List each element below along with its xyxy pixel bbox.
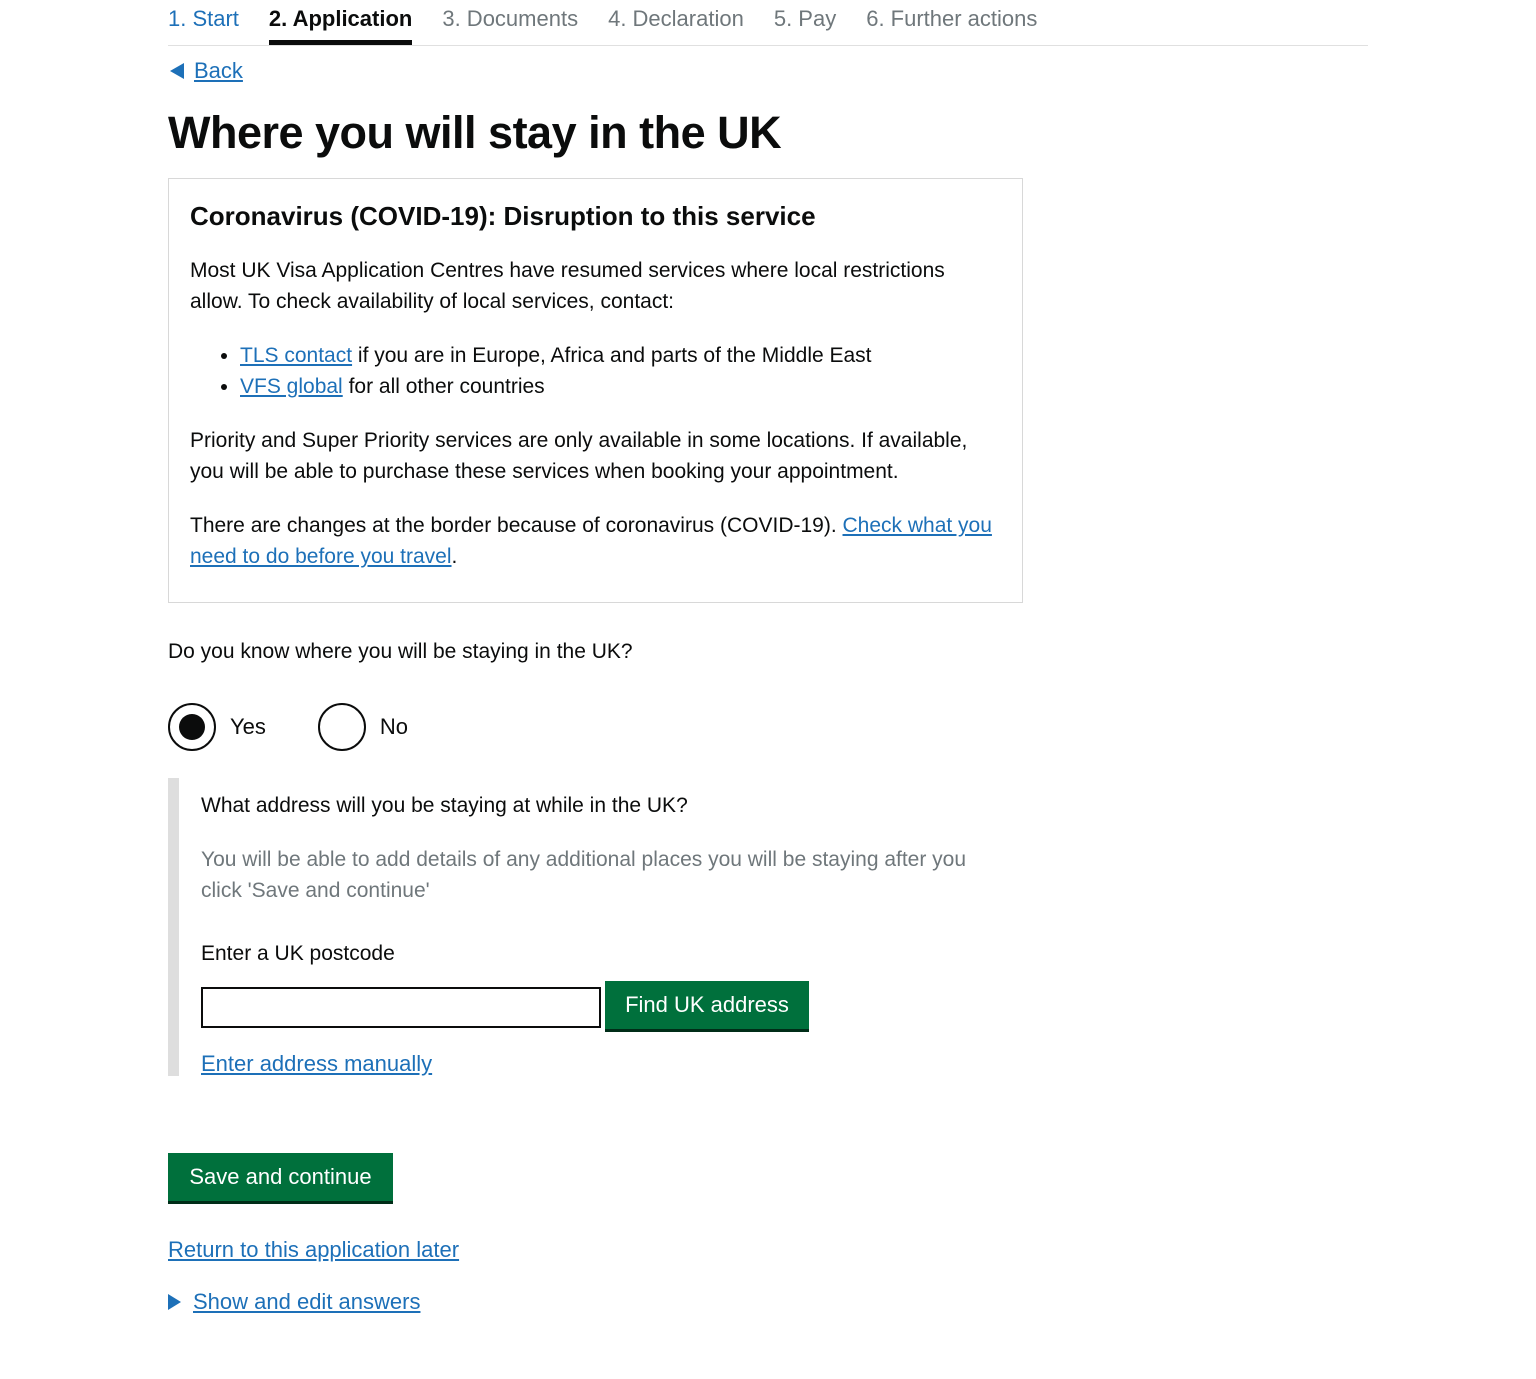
travel-check-link[interactable]: Check what you need to do before you travel xyxy=(190,514,992,568)
radio-no-circle[interactable] xyxy=(318,703,366,751)
list-item xyxy=(240,340,1001,371)
notice-paragraph-1: Most UK Visa Application Centres have resumed services where local restrictions allow. To check availability of local services, contact: xyxy=(190,259,945,313)
vfs-global-link[interactable]: VFS global xyxy=(240,375,343,398)
notice-paragraph-3 xyxy=(190,510,1001,572)
back-arrow-icon xyxy=(170,63,184,79)
show-and-edit-answers-link[interactable]: Show and edit answers xyxy=(193,1289,421,1314)
radio-yes[interactable] xyxy=(168,703,266,751)
postcode-label: Enter a UK postcode xyxy=(201,942,395,965)
save-and-continue-button[interactable]: Save and continue xyxy=(168,1153,393,1201)
step-documents: 3. Documents xyxy=(442,6,579,31)
step-navigation xyxy=(168,0,1368,46)
radio-yes-label[interactable]: Yes xyxy=(230,714,266,739)
radio-selected-dot xyxy=(179,714,205,740)
expand-triangle-icon xyxy=(168,1294,181,1310)
radio-yes-circle[interactable] xyxy=(168,703,216,751)
notice-paragraph-2: Priority and Super Priority services are only available in some locations. If available, you will be able to purchase these services when booking your appointment. xyxy=(190,429,968,483)
staying-question: Do you know where you will be staying in the UK? xyxy=(168,640,633,663)
step-application: 2. Application xyxy=(269,0,412,45)
postcode-input[interactable] xyxy=(201,987,601,1028)
enter-address-manually-link[interactable]: Enter address manually xyxy=(201,1051,433,1076)
return-later-link[interactable]: Return to this application later xyxy=(168,1237,460,1262)
back-link[interactable]: Back xyxy=(194,58,243,83)
covid-notice-panel xyxy=(168,178,1023,603)
radio-no-label[interactable]: No xyxy=(379,714,409,739)
list-item-text: for all other countries xyxy=(342,375,545,398)
address-hint: You will be able to add details of any additional places you will be staying after you click 'Save and continue' xyxy=(201,848,967,902)
notice-paragraph-3-end: . xyxy=(451,545,458,568)
radio-no[interactable] xyxy=(318,703,408,751)
step-declaration: 4. Declaration xyxy=(608,6,744,31)
page xyxy=(168,0,1368,1315)
step-start[interactable]: 1. Start xyxy=(168,6,239,31)
notice-paragraph-3-text: There are changes at the border because of coronavirus (COVID-19). xyxy=(190,514,843,537)
notice-contact-list xyxy=(240,340,1001,402)
postcode-row xyxy=(201,981,1368,1029)
show-answers-toggle[interactable] xyxy=(168,1289,1368,1315)
address-question: What address will you be staying at while in the UK? xyxy=(201,794,688,817)
staying-radio-group xyxy=(168,703,1368,751)
list-item xyxy=(240,371,1001,402)
step-further-actions: 6. Further actions xyxy=(866,6,1038,31)
find-uk-address-button[interactable]: Find UK address xyxy=(605,981,809,1029)
tls-contact-link[interactable]: TLS contact xyxy=(240,344,353,367)
address-conditional-panel xyxy=(168,778,1368,1076)
step-pay: 5. Pay xyxy=(773,6,837,31)
list-item-text: if you are in Europe, Africa and parts of the Middle East xyxy=(352,344,872,367)
back-link-row xyxy=(168,56,1368,86)
page-title: Where you will stay in the UK xyxy=(168,107,782,158)
notice-heading: Coronavirus (COVID-19): Disruption to this service xyxy=(190,201,816,231)
